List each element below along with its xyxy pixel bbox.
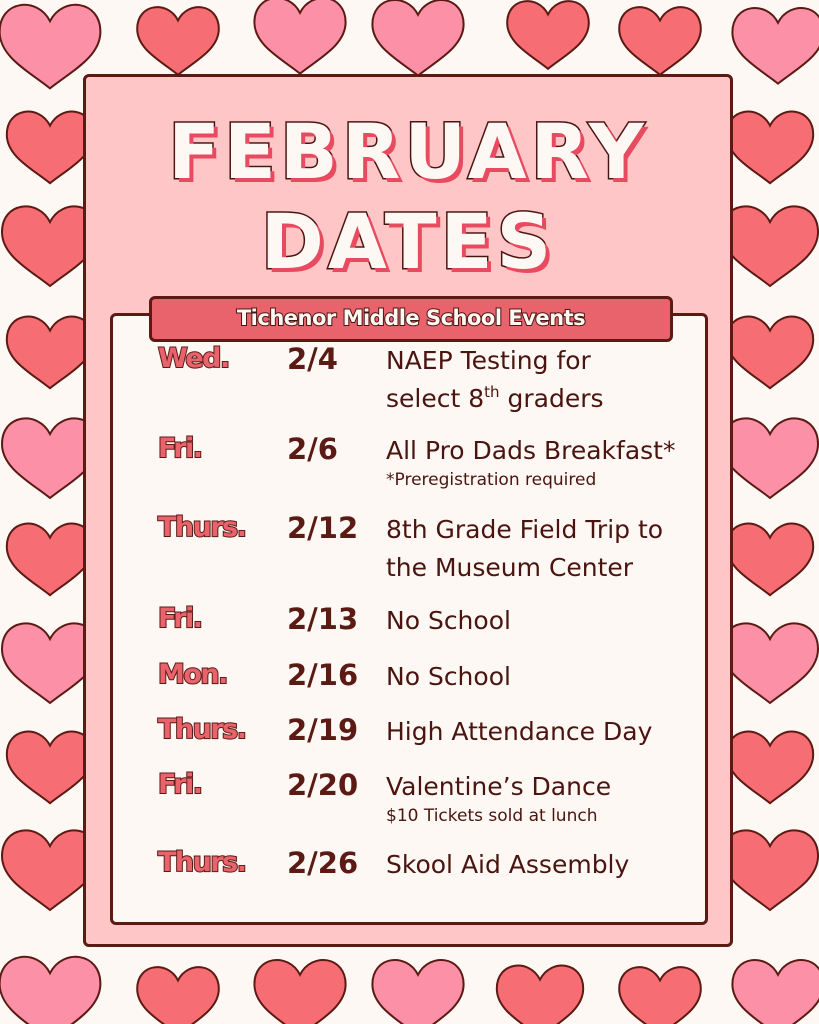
heart-icon [727, 732, 813, 804]
heart-icon [7, 524, 93, 596]
event-title-line: the Museum Center [386, 553, 634, 582]
event-day: Mon. [158, 659, 227, 690]
heart-icon [7, 317, 93, 389]
event-title-line: NAEP Testing for [386, 346, 591, 375]
event-date: 2/4 [287, 342, 338, 376]
events-panel [83, 74, 733, 947]
events-list [110, 313, 708, 925]
event-date: 2/13 [287, 602, 359, 636]
heart-icon [727, 317, 813, 389]
event-date: 2/16 [287, 658, 359, 692]
heart-icon [727, 112, 813, 184]
event-day: Thurs. [158, 847, 246, 878]
heart-icon [137, 967, 219, 1024]
event-date: 2/19 [287, 713, 359, 747]
event-day: Wed. [158, 343, 229, 374]
event-day: Thurs. [158, 714, 246, 745]
event-title: Skool Aid Assembly [386, 850, 630, 879]
heart-icon [722, 206, 818, 286]
heart-icon [254, 0, 345, 74]
heart-icon [7, 732, 93, 804]
heart-icon [722, 623, 818, 703]
heart-icon [254, 960, 345, 1024]
heart-icon [732, 8, 819, 84]
heart-icon [137, 7, 219, 75]
heart-icon [497, 966, 583, 1024]
heart-icon [0, 957, 100, 1024]
event-date: 2/12 [287, 511, 359, 545]
heart-icon [727, 524, 813, 596]
heart-icon [722, 418, 818, 498]
event-title: High Attendance Day [386, 717, 653, 746]
event-date: 2/26 [287, 846, 359, 880]
heart-icon [722, 830, 818, 910]
heart-icon [732, 960, 819, 1024]
title-line-2: DATES [260, 197, 556, 286]
event-day: Fri. [158, 769, 202, 800]
event-date: 2/6 [287, 432, 338, 466]
heart-icon [507, 1, 589, 69]
event-day: Thurs. [158, 512, 246, 543]
heart-icon [7, 112, 93, 184]
event-note: $10 Tickets sold at lunch [386, 806, 598, 826]
event-title-line: 8th Grade Field Trip to [386, 515, 664, 544]
event-title: No School [386, 662, 511, 691]
event-title: All Pro Dads Breakfast* [386, 436, 676, 465]
event-text: graders [499, 384, 604, 413]
event-title: Valentine’s Dance [386, 772, 612, 801]
event-title [386, 511, 663, 587]
heart-icon [619, 967, 701, 1024]
event-text: select 8 [386, 384, 485, 413]
event-note: *Preregistration required [386, 470, 597, 490]
event-title-line [386, 380, 604, 418]
heart-icon [372, 960, 463, 1024]
ordinal-suffix: th [484, 383, 500, 401]
heart-icon [619, 7, 701, 75]
event-day: Fri. [158, 433, 202, 464]
event-title: No School [386, 606, 511, 635]
event-date: 2/20 [287, 768, 359, 802]
event-title [386, 342, 604, 418]
event-day: Fri. [158, 603, 202, 634]
title-line-1: FEBRUARY [168, 107, 648, 196]
heart-icon [372, 0, 463, 76]
school-events-banner: Tichenor Middle School Events [149, 296, 673, 342]
